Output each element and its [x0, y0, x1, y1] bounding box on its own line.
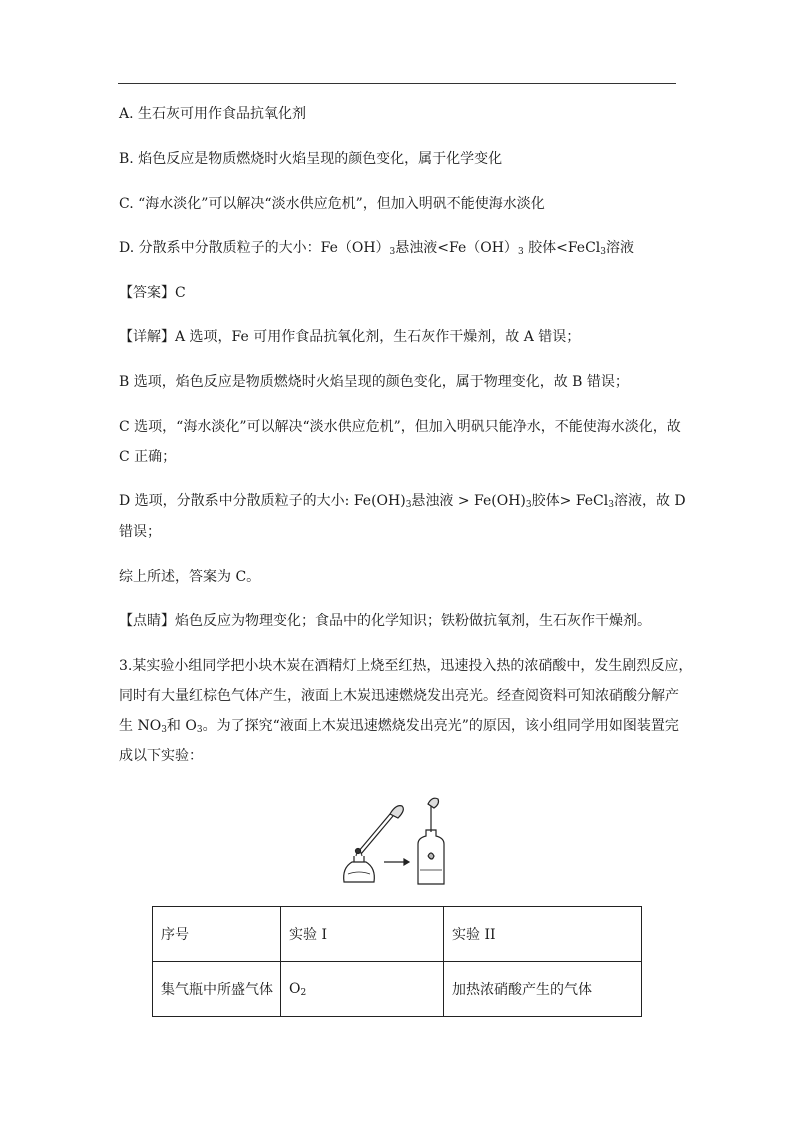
question3-line-2: 同时有大量红棕色气体产生，液面上木炭迅速燃烧发出亮光。经查阅资料可知浓硝酸分解产 [119, 688, 679, 704]
option-d: D. 分散系中分散质粒子的大小：$Fe(OH)_3$悬浊液$<Fe(OH)_3$ 胶体<FeCl$_3$溶液 [119, 240, 635, 257]
table-cell: $O_2$ [281, 962, 444, 1017]
arrow-icon [384, 859, 409, 865]
experiment-table [152, 906, 642, 1017]
table-cell: 集气瓶中所盛气体 [153, 962, 281, 1017]
comment: 【点睛】焰色反应为物理变化；食品中的化学知识；铁粉做抗氧剂，生石灰作干燥剂。 [119, 613, 651, 629]
detail-line-7: 综上所述，答案为 C。 [119, 569, 261, 585]
question3-line-4: 成以下实验： [119, 748, 203, 764]
detail-line-5: D 选项，分散系中分散质粒子的大小: $Fe(OH)_3$悬浊液 > $Fe(OH)_3$胶体> FeCl$_3$溶液，故 D [119, 493, 686, 510]
detail-line-6: 错误； [119, 524, 161, 540]
option-c: C. “海水淡化”可以解决“淡水供应危机”，但加入明矾不能使海水淡化 [119, 196, 545, 212]
table-header-cell: 序号 [153, 907, 281, 962]
table-header-cell: 实验 II [444, 907, 642, 962]
option-b: B. 焰色反应是物质燃烧时火焰呈现的颜色变化，属于化学变化 [119, 151, 503, 167]
gas-bottle-icon [418, 798, 444, 884]
option-a: A. 生石灰可用作食品抗氧化剂 [119, 106, 307, 122]
alcohol-lamp-icon [344, 850, 375, 882]
table-cell: 加热浓硝酸产生的气体 [444, 962, 642, 1017]
detail-line-1: 【详解】A 选项，Fe 可用作食品抗氧化剂，生石灰作干燥剂，故 A 错误； [119, 329, 581, 345]
tongs-icon [356, 806, 404, 854]
question3-line-3: 生 $NO_3$和 $O_3$。为了探究“液面上木炭迅速燃烧发出亮光”的原因，该小组同学用如图装置完 [119, 718, 679, 735]
question3-line-1: 3.某实验小组同学把小块木炭在酒精灯上烧至红热，迅速投入热的浓硝酸中，发生剧烈反应， [119, 658, 693, 674]
table-row [153, 907, 642, 962]
detail-line-4: C 正确； [119, 449, 177, 465]
detail-line-2: B 选项，焰色反应是物质燃烧时火焰呈现的颜色变化，属于物理变化，故 B 错误； [119, 374, 629, 390]
detail-line-3: C 选项，“海水淡化”可以解决“淡水供应危机”，但加入明矾只能净水，不能使海水淡化，故 [119, 419, 681, 435]
answer: 【答案】C [119, 285, 186, 301]
table-row [153, 962, 642, 1017]
header-rule [118, 83, 676, 84]
apparatus-figure [340, 796, 452, 888]
table-header-cell: 实验 I [281, 907, 444, 962]
